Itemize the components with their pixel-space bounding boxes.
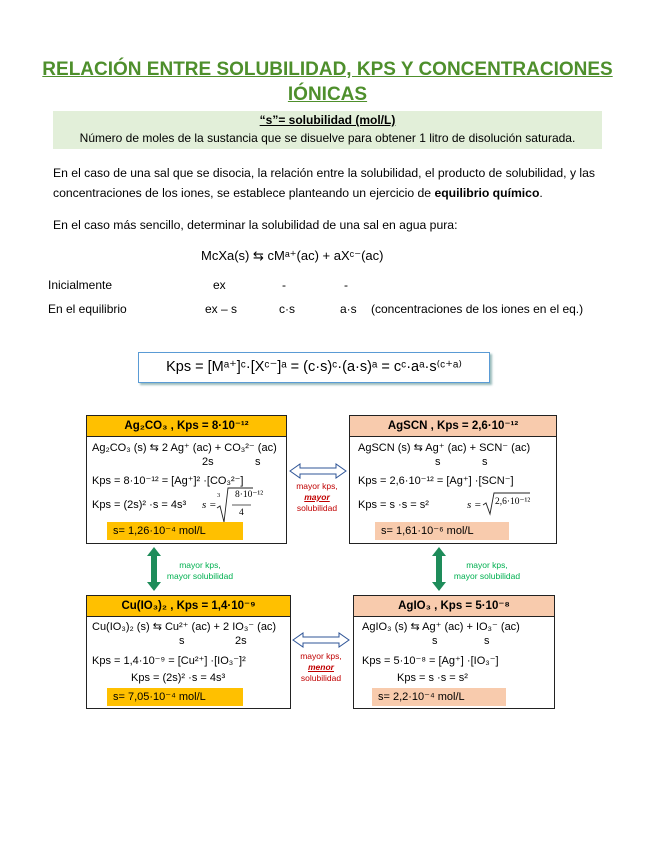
card-agscn-stoich1: s <box>435 456 441 468</box>
row-eq-c1: ex – s <box>205 302 238 316</box>
card-ag2co3-root-idx: 3 <box>217 492 221 499</box>
card-agscn-stoich2: s <box>482 456 488 468</box>
intro-end: . <box>539 186 543 200</box>
card-agio3-kps-s: Kps = s ·s = s² <box>397 672 468 684</box>
row-eq-c2: c·s <box>279 302 295 316</box>
card-cuio3-reaction: Cu(IO₃)₂ (s) ⇆ Cu²⁺ (ac) + 2 IO₃⁻ (ac) <box>92 621 277 633</box>
card-cuio3-header: Cu(IO₃)₂ , Kps = 1,4·10⁻⁹ <box>87 596 290 617</box>
arrow-left-label <box>150 560 250 582</box>
card-cuio3-stoich1: s <box>179 635 185 647</box>
arrow-top-line2: mayor <box>304 492 330 502</box>
definition-text: Número de moles de la sustancia que se disuelve para obtener 1 litro de disolución saturada. <box>79 131 576 145</box>
card-agscn-root-s: s = <box>467 499 482 511</box>
card-cuio3-stoich2: 2s <box>235 635 247 647</box>
card-ag2co3-kps-s: Kps = (2s)² ·s = 4s³ <box>92 499 187 511</box>
card-agscn-result: s= 1,61·10⁻⁶ mol/L <box>375 522 509 540</box>
card-ag2co3-kps-expr: Kps = 8·10⁻¹² = [Ag⁺]² ·[CO₃²⁻] <box>92 475 244 487</box>
card-ag2co3 <box>86 415 287 544</box>
card-agscn-root-val: 2,6·10⁻¹² <box>495 497 531 507</box>
arrow-top-line3: solubilidad <box>296 503 338 513</box>
intro-text: En el caso de una sal que se disocia, la relación entre la solubilidad, el producto de solubilidad, y las concentraciones de los iones, se establece planteando un ejercicio de <box>53 166 596 200</box>
card-cuio3-kps-expr: Kps = 1,4·10⁻⁹ = [Cu²⁺] ·[IO₃⁻]² <box>92 655 246 667</box>
arrow-bottom-line2: menor <box>308 662 334 672</box>
card-agscn-kps-expr: Kps = 2,6·10⁻¹² = [Ag⁺] ·[SCN⁻] <box>358 475 514 487</box>
card-agio3-stoich2: s <box>484 635 490 647</box>
card-agio3-result: s= 2,2·10⁻⁴ mol/L <box>372 688 506 706</box>
card-agscn-header: AgSCN , Kps = 2,6·10⁻¹² <box>350 416 556 437</box>
card-agio3-reaction: AgIO₃ (s) ⇆ Ag⁺ (ac) + IO₃⁻ (ac) <box>362 621 520 633</box>
card-agscn-kps-s: Kps = s ·s = s² <box>358 499 429 511</box>
arrow-top-label <box>282 481 352 514</box>
card-agio3-kps-expr: Kps = 5·10⁻⁸ = [Ag⁺] ·[IO₃⁻] <box>362 655 499 667</box>
card-ag2co3-root-den: 4 <box>239 508 244 518</box>
row-eq-note: (concentraciones de los iones en el eq.) <box>371 302 584 316</box>
card-ag2co3-root-num: 8·10⁻¹² <box>235 490 264 500</box>
card-cuio3-kps-s: Kps = (2s)² ·s = 4s³ <box>131 672 226 684</box>
row-initial-c3: - <box>344 278 348 292</box>
row-initial-c2: - <box>282 278 286 292</box>
intro-paragraph <box>53 163 613 203</box>
page-title: RELACIÓN ENTRE SOLUBILIDAD, KPS Y CONCENTRACIONES IÓNICAS <box>42 59 613 105</box>
row-eq-label: En el equilibrio <box>48 302 127 316</box>
card-ag2co3-header: Ag₂CO₃ , Kps = 8·10⁻¹² <box>87 416 286 437</box>
card-ag2co3-stoich2: s <box>255 456 261 468</box>
double-arrow-bottom-icon <box>291 632 351 648</box>
row-eq-c3: a·s <box>340 302 357 316</box>
arrow-right-line2: mayor solubilidad <box>453 571 521 581</box>
arrow-bottom-line1: mayor kps, <box>300 651 342 661</box>
double-arrow-top-icon <box>288 463 348 479</box>
card-agio3 <box>353 595 555 709</box>
intro-bold: equilibrio químico <box>434 186 540 200</box>
card-ag2co3-result: s= 1,26·10⁻⁴ mol/L <box>107 522 243 540</box>
card-agio3-stoich1: s <box>432 635 438 647</box>
definition-heading: “s”= solubilidad (mol/L) <box>259 113 396 127</box>
simple-case-text: En el caso más sencillo, determinar la solubilidad de una sal en agua pura: <box>53 218 458 232</box>
arrow-bottom-line3: solubilidad <box>300 673 342 683</box>
arrow-top-line1: mayor kps, <box>296 481 338 491</box>
card-ag2co3-stoich1: 2s <box>202 456 214 468</box>
card-cuio3 <box>86 595 291 709</box>
arrow-right-line1: mayor kps, <box>466 560 508 570</box>
card-cuio3-result: s= 7,05·10⁻⁴ mol/L <box>107 688 243 706</box>
kps-formula-box: Kps = [Mᵃ⁺]ᶜ·[Xᶜ⁻]ᵃ = (c·s)ᶜ·(a·s)ᵃ = cᶜ·aᵃ·s⁽ᶜ⁺ᵃ⁾ <box>138 352 490 383</box>
row-initial-c1: ex <box>213 278 226 292</box>
card-agio3-header: AgIO₃ , Kps = 5·10⁻⁸ <box>354 596 554 617</box>
card-agscn-reaction: AgSCN (s) ⇆ Ag⁺ (ac) + SCN⁻ (ac) <box>358 442 531 454</box>
card-ag2co3-reaction: Ag₂CO₃ (s) ⇆ 2 Ag⁺ (ac) + CO₃²⁻ (ac) <box>92 442 277 454</box>
card-ag2co3-root-s: s = <box>202 499 217 511</box>
arrow-left-line2: mayor solubilidad <box>166 571 234 581</box>
general-equation: McXa(s) ⇆ cMᵃ⁺(ac) + aXᶜ⁻(ac) <box>201 248 384 263</box>
arrow-right-label <box>437 560 537 582</box>
arrow-bottom-label <box>286 651 356 684</box>
card-agscn <box>349 415 557 544</box>
row-initial-label: Inicialmente <box>48 278 113 292</box>
arrow-left-line1: mayor kps, <box>179 560 221 570</box>
